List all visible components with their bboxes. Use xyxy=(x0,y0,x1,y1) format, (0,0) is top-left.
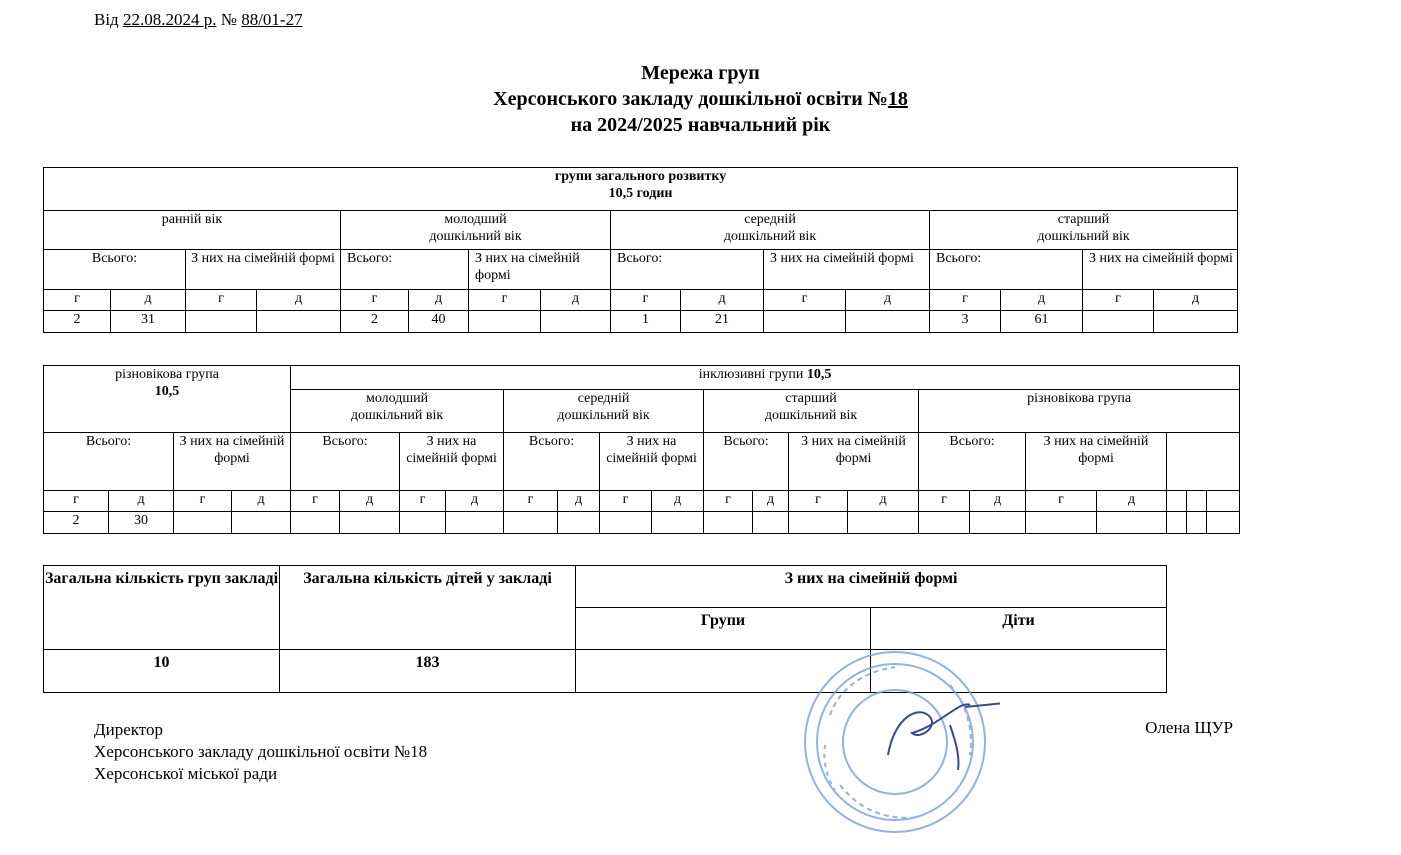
ref-number: 88/01-27 xyxy=(241,10,303,29)
value-cell: 40 xyxy=(409,311,469,333)
value-cell xyxy=(186,311,257,333)
total-children-value: 183 xyxy=(280,650,576,693)
total-label: Всього: xyxy=(704,433,789,491)
age-junior: молодший дошкільний вік xyxy=(291,390,504,433)
groups-col-label: г xyxy=(186,290,257,311)
value-cell: 1 xyxy=(611,311,681,333)
total-label: Всього: xyxy=(919,433,1026,491)
age-early: ранній вік xyxy=(44,211,341,250)
children-col-label: д xyxy=(846,290,930,311)
children-col-label: д xyxy=(111,290,186,311)
children-col-label: д xyxy=(652,491,704,512)
gd-header-row xyxy=(44,491,1240,512)
signature-name: Олена ЩУР xyxy=(1145,718,1233,737)
total-label: Всього: xyxy=(611,250,764,290)
value-cell xyxy=(600,512,652,534)
empty-cell xyxy=(1207,491,1240,512)
total-label: Всього: xyxy=(291,433,400,491)
value-cell: 21 xyxy=(681,311,764,333)
value-cell xyxy=(1026,512,1097,534)
total-label: Всього: xyxy=(44,250,186,290)
age-middle: середній дошкільний вік xyxy=(611,211,930,250)
groups-col-label: г xyxy=(469,290,541,311)
groups-col-label: г xyxy=(504,491,558,512)
value-cell xyxy=(1207,512,1240,534)
groups-col-label: г xyxy=(789,491,848,512)
value-cell xyxy=(1154,311,1238,333)
values-row xyxy=(44,512,1240,534)
value-cell xyxy=(789,512,848,534)
title-line-2-text: Херсонського закладу дошкільної освіти № xyxy=(493,88,888,110)
children-col-label: д xyxy=(558,491,600,512)
value-cell xyxy=(1083,311,1154,333)
value-cell xyxy=(1167,512,1187,534)
empty-cell xyxy=(1167,491,1187,512)
family-label: З них на сімейній формі xyxy=(174,433,291,491)
value-cell: 2 xyxy=(44,512,109,534)
ref-no-sign: № xyxy=(220,10,237,29)
children-col-label: д xyxy=(340,491,400,512)
total-label: Всього: xyxy=(504,433,600,491)
total-label: Всього: xyxy=(341,250,469,290)
groups-col-label: г xyxy=(764,290,846,311)
groups-col-label: г xyxy=(930,290,1001,311)
groups-col-label: г xyxy=(919,491,970,512)
title-line-2 xyxy=(0,86,1401,112)
empty-cell xyxy=(1167,433,1240,491)
family-groups-header: Групи xyxy=(576,608,871,650)
value-cell xyxy=(340,512,400,534)
value-cell xyxy=(919,512,970,534)
children-col-label: д xyxy=(257,290,341,311)
signature-position: Директор xyxy=(94,720,163,739)
value-cell xyxy=(848,512,919,534)
age-mixed: різновікова група xyxy=(919,390,1240,433)
groups-col-label: г xyxy=(704,491,753,512)
title-line-2-number: 18 xyxy=(887,88,908,110)
family-label: З них на сімейній формі xyxy=(1083,250,1238,290)
header-line-1: групи загального розвитку xyxy=(554,169,727,184)
groups-col-label: г xyxy=(44,290,111,311)
total-label: Всього: xyxy=(930,250,1083,290)
children-col-label: д xyxy=(970,491,1026,512)
value-cell: 3 xyxy=(930,311,1001,333)
groups-col-label: г xyxy=(600,491,652,512)
value-cell xyxy=(753,512,789,534)
groups-col-label: г xyxy=(1026,491,1097,512)
children-col-label: д xyxy=(446,491,504,512)
family-label: З них на сімейній формі xyxy=(789,433,919,491)
value-cell: 31 xyxy=(111,311,186,333)
value-cell xyxy=(1187,512,1207,534)
inclusive-header: інклюзивні групи 10,5 xyxy=(291,366,1240,390)
values-row xyxy=(44,311,1238,333)
total-children-header: Загальна кількість дітей у закладі xyxy=(280,566,576,650)
family-label: З них на сімейній формі xyxy=(400,433,504,491)
age-middle: середній дошкільний вік xyxy=(504,390,704,433)
family-form-header: З них на сімейній формі xyxy=(576,566,1167,608)
total-groups-value: 10 xyxy=(44,650,280,693)
groups-col-label: г xyxy=(611,290,681,311)
children-col-label: д xyxy=(753,491,789,512)
family-label: З них на сімейній формі xyxy=(600,433,704,491)
value-cell xyxy=(1097,512,1167,534)
groups-col-label: г xyxy=(400,491,446,512)
value-cell xyxy=(846,311,930,333)
groups-col-label: г xyxy=(341,290,409,311)
mixed-age-label: різновікова група xyxy=(115,367,219,382)
value-cell: 2 xyxy=(44,311,111,333)
total-groups-header: Загальна кількість груп закладі xyxy=(44,566,280,650)
signature-block xyxy=(94,719,427,785)
value-cell xyxy=(174,512,232,534)
value-cell: 2 xyxy=(341,311,409,333)
value-cell xyxy=(257,311,341,333)
children-col-label: д xyxy=(681,290,764,311)
value-cell xyxy=(558,512,600,534)
general-groups-table xyxy=(43,167,1238,333)
stamp-seal-icon xyxy=(800,645,1000,840)
document-title xyxy=(0,60,1401,138)
family-children-header: Діти xyxy=(871,608,1167,650)
family-label: З них на сімейній формі xyxy=(186,250,341,290)
document-reference xyxy=(94,10,303,30)
value-cell xyxy=(232,512,291,534)
value-cell: 61 xyxy=(1001,311,1083,333)
children-col-label: д xyxy=(1154,290,1238,311)
value-cell xyxy=(704,512,753,534)
children-col-label: д xyxy=(541,290,611,311)
value-cell xyxy=(446,512,504,534)
signature-council: Херсонської міської ради xyxy=(94,764,278,783)
signature-institution: Херсонського закладу дошкільної освіти №18 xyxy=(94,742,428,761)
value-cell xyxy=(291,512,340,534)
value-cell xyxy=(652,512,704,534)
value-cell xyxy=(970,512,1026,534)
gd-header-row xyxy=(44,290,1238,311)
groups-col-label: г xyxy=(291,491,340,512)
children-col-label: д xyxy=(109,491,174,512)
title-line-3: на 2024/2025 навчальний рік xyxy=(570,114,831,136)
family-label: З них на сімейній формі xyxy=(1026,433,1167,491)
children-col-label: д xyxy=(409,290,469,311)
value-cell xyxy=(400,512,446,534)
total-label: Всього: xyxy=(44,433,174,491)
children-col-label: д xyxy=(848,491,919,512)
header-line-2: 10,5 годин xyxy=(608,186,673,201)
age-senior: старший дошкільний вік xyxy=(930,211,1238,250)
groups-col-label: г xyxy=(44,491,109,512)
value-cell xyxy=(469,311,541,333)
age-junior: молодший дошкільний вік xyxy=(341,211,611,250)
groups-col-label: г xyxy=(174,491,232,512)
title-line-1: Мережа груп xyxy=(641,62,760,84)
groups-col-label: г xyxy=(1083,290,1154,311)
empty-cell xyxy=(1187,491,1207,512)
mixed-age-hours: 10,5 xyxy=(154,384,180,399)
value-cell xyxy=(504,512,558,534)
ref-prefix: Від xyxy=(94,10,119,29)
family-label: З них на сімейній формі xyxy=(764,250,930,290)
age-senior: старший дошкільний вік xyxy=(704,390,919,433)
value-cell xyxy=(541,311,611,333)
inclusive-groups-table xyxy=(43,365,1240,534)
value-cell: 30 xyxy=(109,512,174,534)
general-groups-header xyxy=(44,168,1238,211)
value-cell xyxy=(764,311,846,333)
children-col-label: д xyxy=(1097,491,1167,512)
children-col-label: д xyxy=(232,491,291,512)
family-label: З них на сімейній формі xyxy=(469,250,611,290)
children-col-label: д xyxy=(1001,290,1083,311)
mixed-age-header xyxy=(44,366,291,433)
ref-date: 22.08.2024 р. xyxy=(122,10,217,29)
